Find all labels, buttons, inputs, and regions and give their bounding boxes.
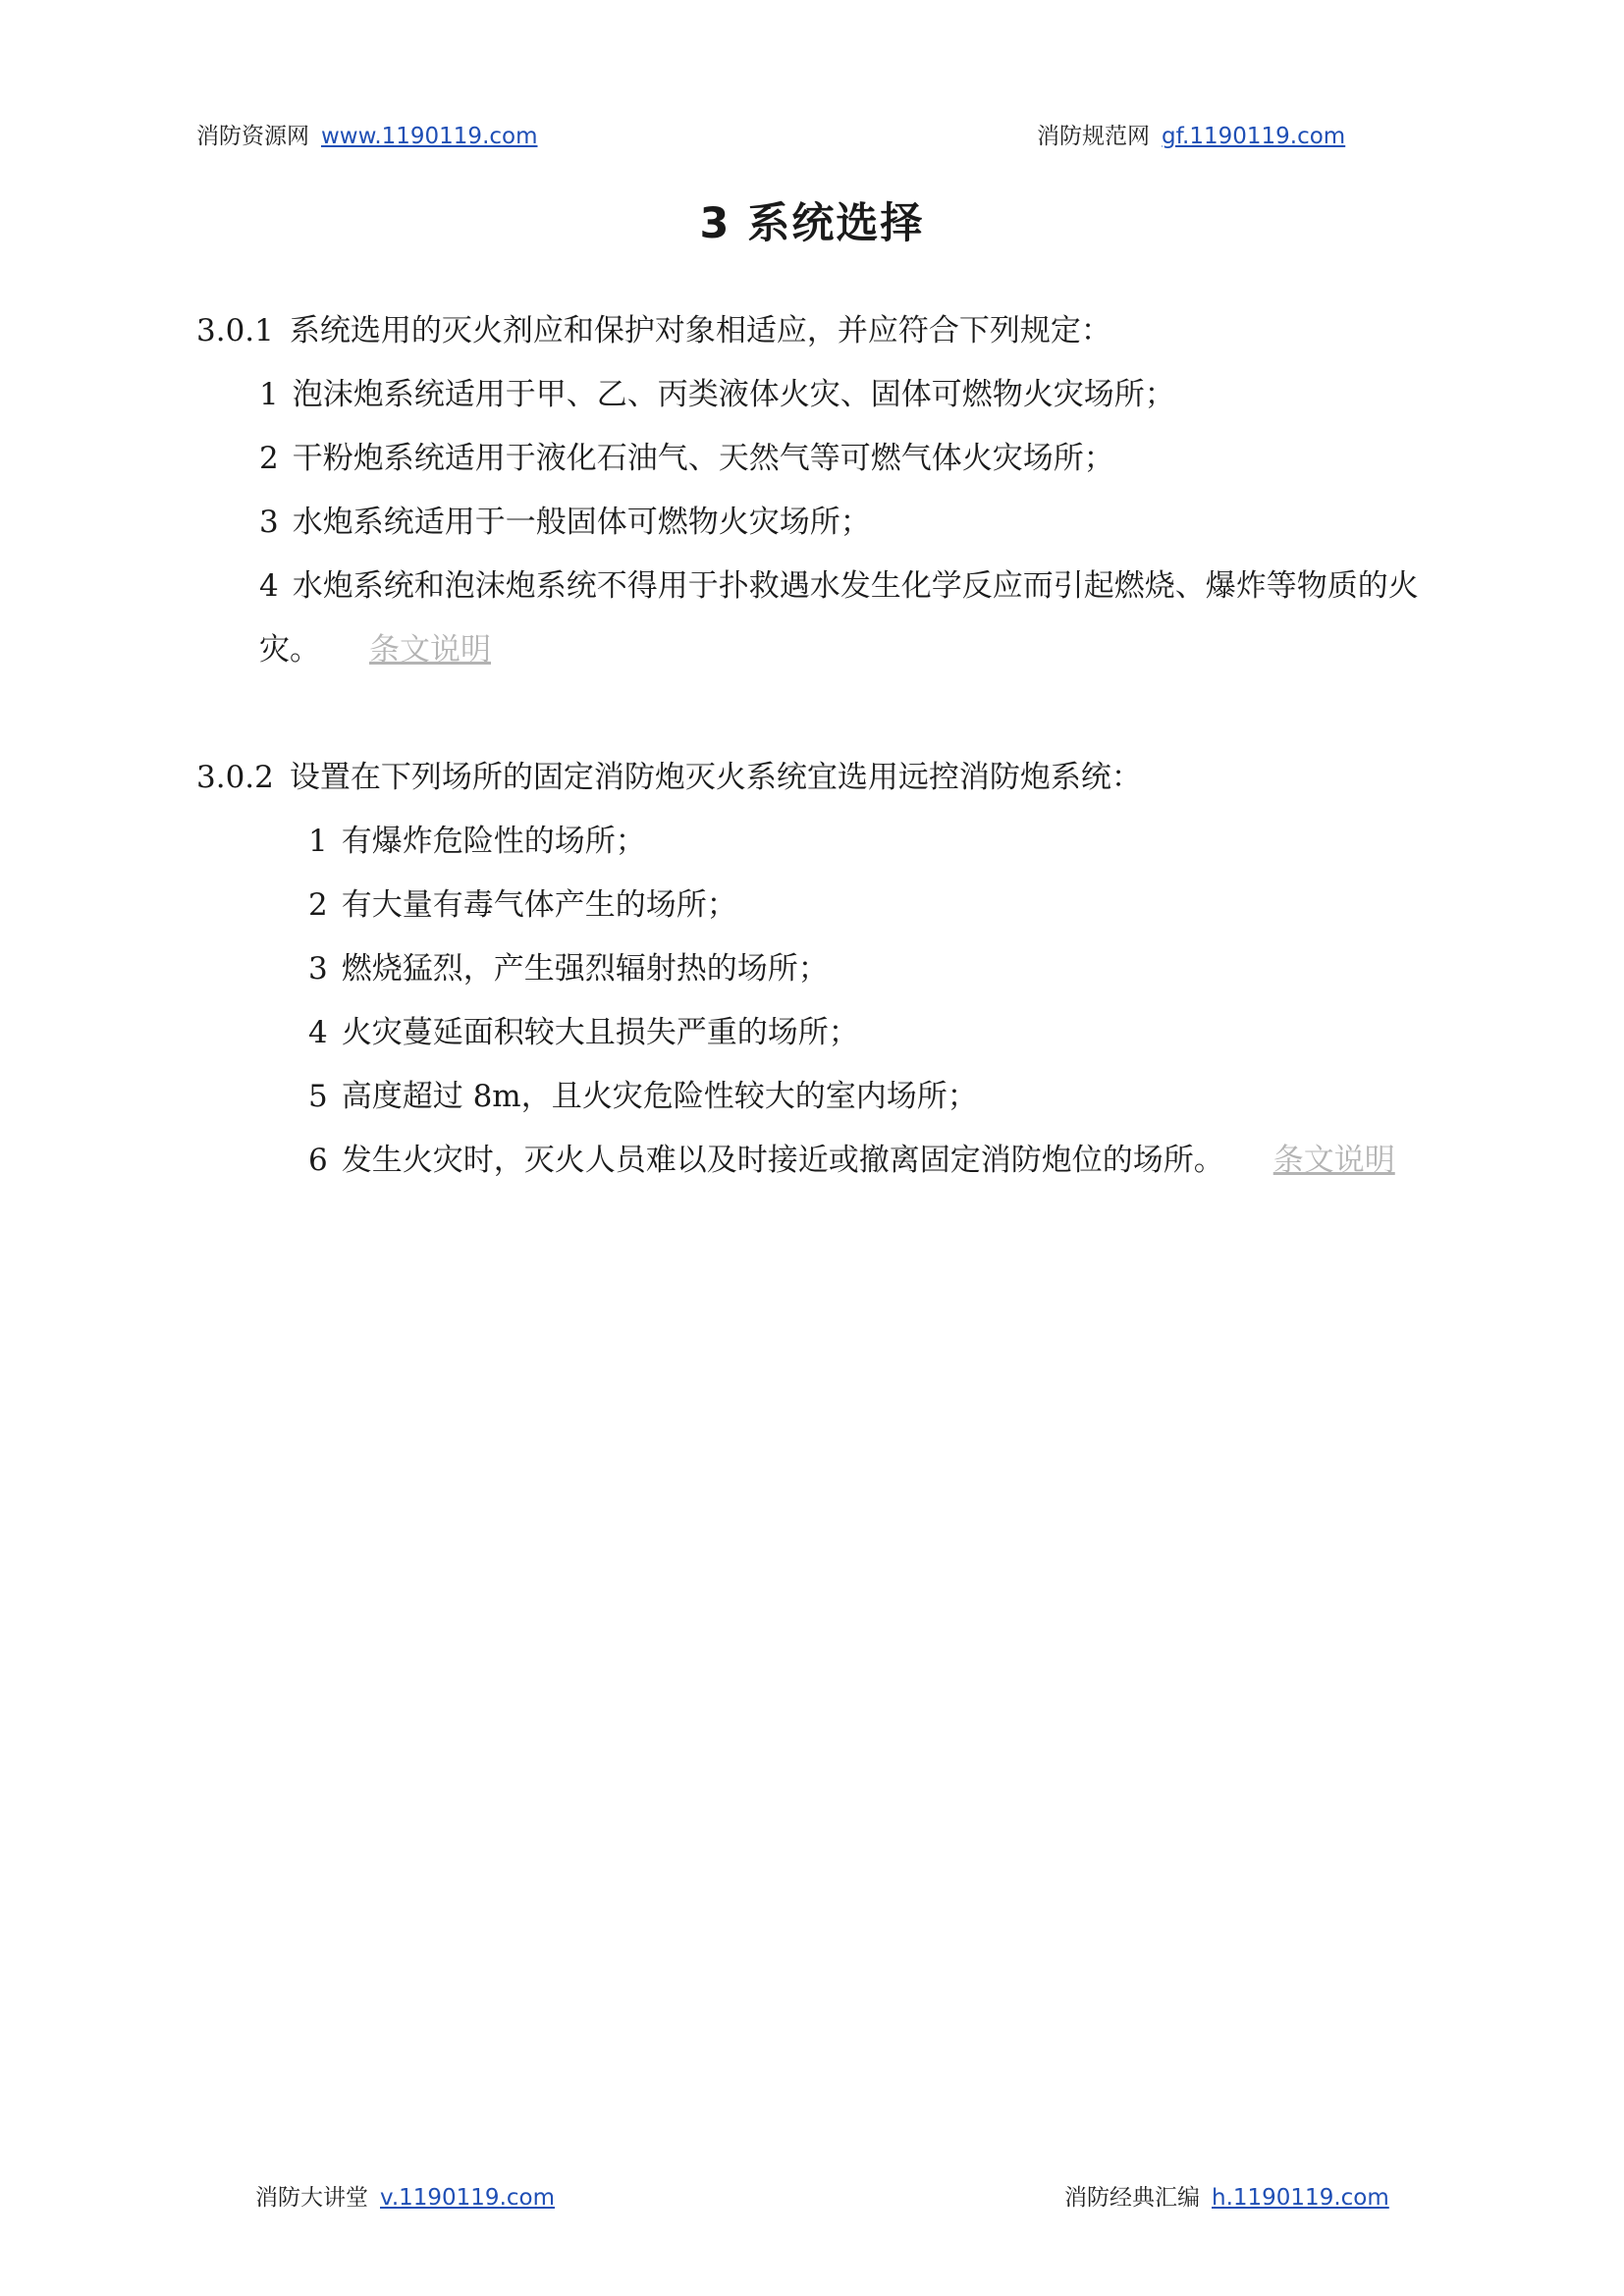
item-number: 6 <box>308 1143 328 1178</box>
section-number: 3.0.2 <box>196 760 274 795</box>
item-number: 1 <box>308 824 328 859</box>
list-item <box>196 1129 1443 1193</box>
footer-right <box>1064 2179 1389 2212</box>
document-body <box>196 299 1443 1193</box>
section-heading <box>196 746 1443 810</box>
header-right <box>1037 118 1345 150</box>
item-text: 火灾蔓延面积较大且损失严重的场所； <box>341 1015 859 1050</box>
footer-left-label: 消防大讲堂 <box>255 2185 368 2211</box>
list-item <box>196 363 1443 427</box>
header-right-link[interactable]: gf.1190119.com <box>1162 124 1346 149</box>
item-text: 高度超过 8m，且火灾危险性较大的室内场所； <box>341 1079 978 1114</box>
footer-right-link[interactable]: h.1190119.com <box>1212 2185 1389 2211</box>
list-item <box>196 555 1443 682</box>
header-right-label: 消防规范网 <box>1037 124 1150 149</box>
explanation-link[interactable]: 条文说明 <box>1272 1143 1395 1178</box>
list-item <box>196 874 1443 937</box>
list-item <box>196 427 1443 491</box>
section-text: 设置在下列场所的固定消防炮灭火系统宜选用远控消防炮系统： <box>289 760 1142 795</box>
list-item <box>196 937 1443 1001</box>
item-number: 2 <box>308 887 328 923</box>
explanation-link[interactable]: 条文说明 <box>369 632 491 667</box>
item-number: 4 <box>308 1015 328 1050</box>
item-number: 4 <box>259 568 279 604</box>
item-text: 泡沫炮系统适用于甲、乙、丙类液体火灾、固体可燃物火灾场所； <box>292 377 1175 412</box>
footer-left-link[interactable]: v.1190119.com <box>380 2185 556 2211</box>
list-item <box>196 810 1443 874</box>
footer-left <box>255 2179 555 2212</box>
footer-right-label: 消防经典汇编 <box>1064 2185 1200 2211</box>
item-number: 1 <box>259 377 279 412</box>
section-text: 系统选用的灭火剂应和保护对象相适应，并应符合下列规定： <box>289 313 1111 348</box>
item-text: 水炮系统和泡沫炮系统不得用于扑救遇水发生化学反应而引起燃烧、爆炸等物质的火灾。 <box>259 568 1419 667</box>
item-number: 3 <box>259 505 279 540</box>
section-gap <box>196 682 1443 746</box>
item-text: 水炮系统适用于一般固体可燃物火灾场所； <box>292 505 871 540</box>
item-text: 发生火灾时，灭火人员难以及时接近或撤离固定消防炮位的场所。 <box>341 1143 1224 1178</box>
item-text: 燃烧猛烈，产生强烈辐射热的场所； <box>341 951 829 987</box>
list-item <box>196 1065 1443 1129</box>
item-text: 有大量有毒气体产生的场所； <box>341 887 737 923</box>
section-heading <box>196 299 1443 363</box>
item-number: 2 <box>259 441 279 476</box>
list-item <box>196 1001 1443 1065</box>
header-left-link[interactable]: www.1190119.com <box>321 124 538 149</box>
item-number: 3 <box>308 951 328 987</box>
header-left <box>196 118 538 150</box>
page-title: 3 系统选择 <box>699 199 925 248</box>
header-left-label: 消防资源网 <box>196 124 309 149</box>
item-text: 干粉炮系统适用于液化石油气、天然气等可燃气体火灾场所； <box>292 441 1114 476</box>
list-item <box>196 491 1443 555</box>
section-number: 3.0.1 <box>196 313 274 348</box>
item-text: 有爆炸危险性的场所； <box>341 824 646 859</box>
item-number: 5 <box>308 1079 328 1114</box>
